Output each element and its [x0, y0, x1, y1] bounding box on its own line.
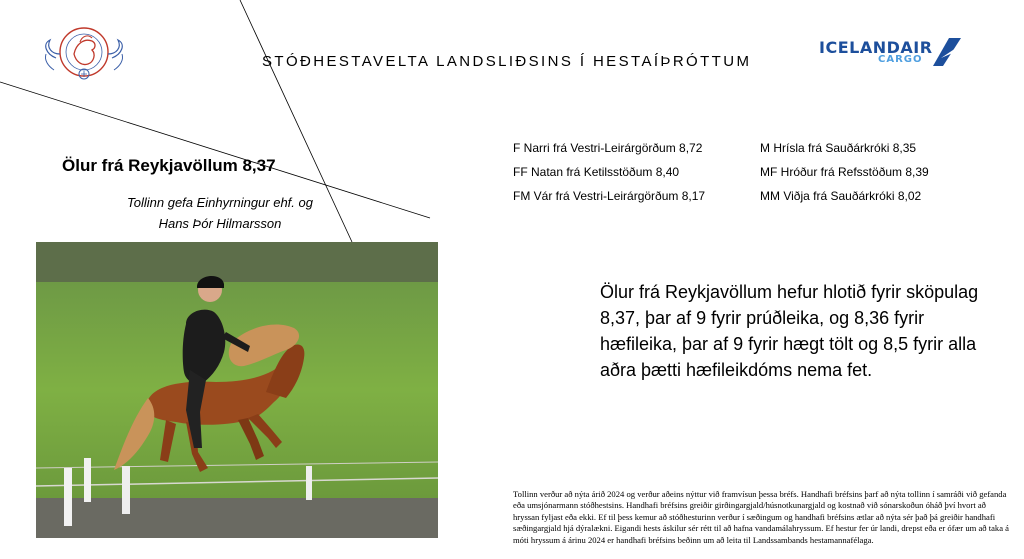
- lh-seal-icon: [36, 14, 132, 90]
- sponsor-line: Tollinn gefa Einhyrningur ehf. og: [127, 195, 313, 210]
- plane-tail-icon: [929, 36, 963, 68]
- sponsor-line: Hans Þór Hilmarsson: [158, 216, 282, 231]
- pedigree-sire-dam: FM Vár frá Vestri-Leirárgörðum 8,17: [513, 189, 706, 203]
- page-title: STÓÐHESTAVELTA LANDSLIÐSINS Í HESTAÍÞRÓTTUM: [262, 53, 752, 70]
- brand-sub-text: CARGO: [878, 54, 923, 65]
- pedigree-sire: F Narri frá Vestri-Leirárgörðum 8,72: [513, 141, 703, 155]
- horse-title: Ölur frá Reykjavöllum 8,37: [62, 156, 276, 175]
- horse-description: Ölur frá Reykjavöllum hefur hlotið fyrir sköpulag 8,37, þar af 9 fyrir prúðleika, og 8,36 fyrir hæfileika, þar af 9 fyrir hægt tölt og 8,5 fyrir alla aðra þætti hæfileikdóms nema fet.: [600, 282, 979, 380]
- pedigree-dam: M Hrísla frá Sauðárkróki 8,35: [760, 141, 917, 155]
- pedigree-dam-sire: MF Hróður frá Refsstöðum 8,39: [760, 165, 929, 179]
- sponsor-text: [100, 192, 340, 234]
- terms-fine-print: Tollinn verður að nýta árið 2024 og verður aðeins nýttur við framvísun þessa bréfs. Handhafi bréfsins þarf að nýta tollinn í samráði við gefanda eða umsjónarmann stóðhestsins. Handhafi bréfsins greiðir girðingargjald/húsnotkunargjald og kostnað við sónarskoðun óháð því hvort að hryssan fyljast eða ekki. Ef til þess kemur að stóðhesturinn verður í sæðingum og handhafi bréfsins ætlar að nýta sér það þá greiðir handhafi sæðingargjald hjá dýralækni. Eigandi hests áskilur sér rétt til að hafna vandamálahryssum. Ef hestur fer úr landi, drepst eða er ófær um að taka á móti hryssum á árinu 2024 er handhafi bréfsins beðinn um að leita til Landssambands hestamannafélaga.: [513, 489, 1009, 545]
- icelandair-cargo-logo: [815, 34, 965, 70]
- rider-on-chestnut-horse-photo: [36, 242, 438, 538]
- lh-seal-logo: [36, 14, 132, 90]
- pedigree-sire-sire: FF Natan frá Ketilsstöðum 8,40: [513, 165, 680, 179]
- brand-main-text: ICELANDAIR: [819, 38, 933, 57]
- pedigree-dam-dam: MM Viðja frá Sauðárkróki 8,02: [760, 189, 922, 203]
